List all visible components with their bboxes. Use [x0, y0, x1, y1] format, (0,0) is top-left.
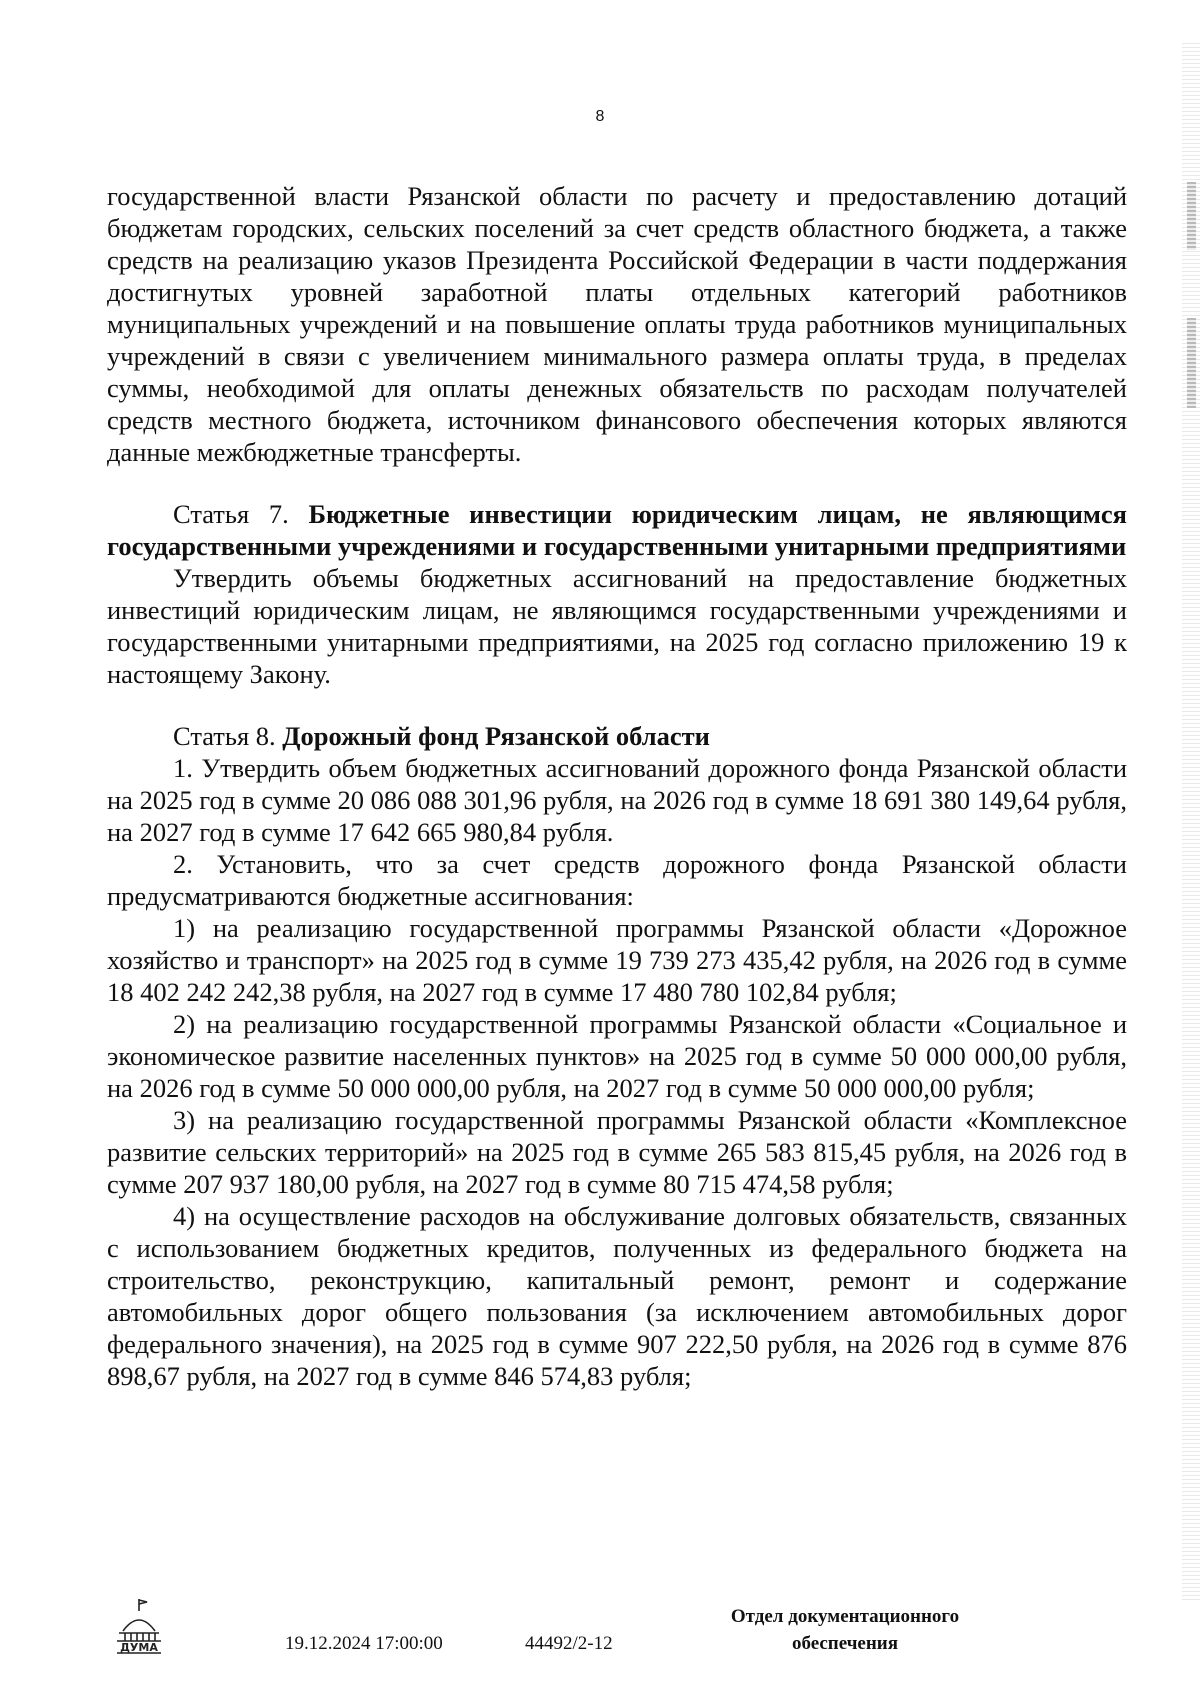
footer-department: [700, 1603, 990, 1657]
duma-logo: [113, 1597, 165, 1657]
footer-date: 19.12.2024 17:00:00: [285, 1633, 443, 1654]
list-item: 4) на осуществление расходов на обслуживание долговых обязательств, связанных с использованием бюджетных кредитов, полученных из федерального бюджета на строительство, реконструкцию, капитальный ремонт, ремонт и содержание автомобильных дорог общего пользования (за исключением автомобильных дорог федерального значения), на 2025 год в сумме 907 222,50 рубля, на 2026 год в сумме 876 898,67 рубля, на 2027 год в сумме 846 574,83 рубля;: [107, 1201, 1127, 1391]
article-title: Дорожный фонд Рязанской области: [282, 721, 710, 751]
article-prefix: Статья 7.: [173, 499, 289, 529]
scan-edge-artifact: [1182, 40, 1200, 1600]
scan-mark: [1187, 182, 1196, 250]
article-8-heading: [107, 720, 1127, 752]
document-body: [107, 180, 1127, 1392]
paragraph: государственной власти Рязанской области по расчету и предоставлению дотаций бюджетам городских, сельских поселений за счет средств областного бюджета, а также средств на реализацию указов Президента Российской Федерации в части поддержания достигнутых уровней заработной платы отдельных категорий работников муниципальных учреждений и на повышение оплаты труда работников муниципальных учреждений в связи с увеличением минимального размера оплаты труда, в пределах суммы, необходимой для оплаты денежных обязательств по расходам получателей средств местного бюджета, источником финансового обеспечения которых являются данные межбюджетные трансферты.: [107, 181, 1127, 467]
article-7-heading: [107, 498, 1127, 562]
logo-text: ДУМА: [120, 1641, 158, 1654]
article-title: Бюджетные инвестиции юридическим лицам, не являющимся государственными учреждениями и государственными унитарными предприятиями: [107, 499, 1127, 561]
article-prefix: Статья 8.: [173, 721, 276, 751]
list-item: 1. Утвердить объем бюджетных ассигнований дорожного фонда Рязанской области на 2025 год в сумме 20 086 088 301,96 рубля, на 2026 год в сумме 18 691 380 149,64 рубля, на 2027 год в сумме 17 642 665 980,84 рубля.: [107, 753, 1127, 847]
footer-department-line: Отдел документационного: [730, 1606, 960, 1627]
list-item: 2. Установить, что за счет средств дорожного фонда Рязанской области предусматриваются бюджетные ассигнования:: [107, 849, 1127, 911]
list-item: 3) на реализацию государственной программы Рязанской области «Комплексное развитие сельских территорий» на 2025 год в сумме 265 583 815,45 рубля, на 2026 год в сумме 207 937 180,00 рубля, на 2027 год в сумме 80 715 474,58 рубля;: [107, 1105, 1127, 1199]
paragraph: Утвердить объемы бюджетных ассигнований на предоставление бюджетных инвестиций юридическим лицам, не являющимся государственными учреждениями и государственными унитарными предприятиями, на 2025 год согласно приложению 19 к настоящему Закону.: [107, 563, 1127, 689]
page-number: 8: [595, 108, 605, 125]
list-item: 2) на реализацию государственной программы Рязанской области «Социальное и экономическое развитие населенных пунктов» на 2025 год в сумме 50 000 000,00 рубля, на 2026 год в сумме 50 000 000,00 рубля, на 2027 год в сумме 50 000 000,00 рубля;: [107, 1009, 1127, 1103]
footer-department-line: обеспечения: [791, 1633, 899, 1654]
list-item: 1) на реализацию государственной программы Рязанской области «Дорожное хозяйство и транспорт» на 2025 год в сумме 19 739 273 435,42 рубля, на 2026 год в сумме 18 402 242 242,38 рубля, на 2027 год в сумме 17 480 780 102,84 рубля;: [107, 913, 1127, 1007]
scan-mark: [1187, 318, 1196, 408]
footer-doc-number: 44492/2-12: [525, 1633, 613, 1654]
